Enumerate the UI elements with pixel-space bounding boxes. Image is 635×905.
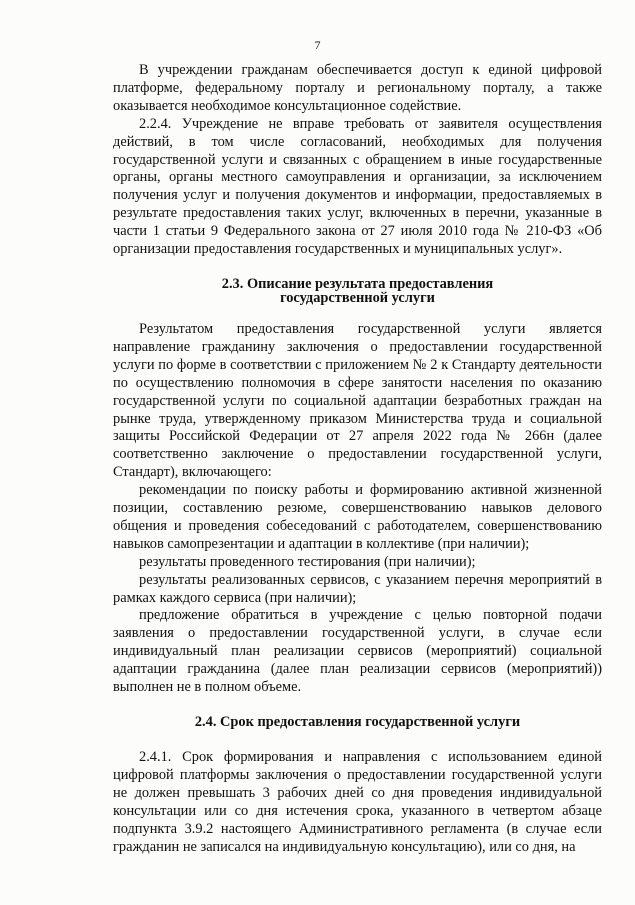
list-item-reapply-proposal: предложение обратиться в учреждение с целью повторной подачи заявления о предоставлении государственной услуги, в случае если индивидуальный план реализации сервисов (мероприятий) социальной адаптации гражданина (далее план реализации сервисов (мероприятий)) выполнен не в полном объеме. [113,607,602,696]
paragraph-2-4-1: 2.4.1. Срок формирования и направления с использованием единой цифровой платформы заключения о предоставлении государственной услуги не должен превышать 3 рабочих дней со дня проведения индивидуальной консультации или со дня истечения срока, указанного в четвертом абзаце подпункта 3.9.2 настоящего Административного регламента (в случае если гражданин не записался на индивидуальную консультацию), или со дня, на [113,749,602,855]
list-item-services-results: результаты реализованных сервисов, с указанием перечня мероприятий в рамках каждого сервиса (при наличии); [113,571,602,606]
list-item-recommendations: рекомендации по поиску работы и формированию активной жизненной позиции, составлению резюме, совершенствованию навыков делового общения и проведения собеседований с работодателем, совершенствованию навыков самопрезентации и адаптации в коллективе (при наличии); [113,482,602,552]
paragraph-2-2-4: 2.2.4. Учреждение не вправе требовать от заявителя осуществления действий, в том числе согласований, необходимых для получения государственной услуги и связанных с обращением в иные государственные органы, органы местного самоуправления и организации, за исключением получения услуг и получения документов и информации, предоставляемых в результате предоставления таких услуг, включенных в перечни, указанные в части 1 статьи 9 Федерального закона от 27 июля 2010 года № 210-ФЗ «Об организации предоставления государственных и муниципальных услуг». [113,115,602,258]
page-number: 7 [314,38,321,52]
paragraph-result-description: Результатом предоставления государственной услуги является направление гражданину заключения о предоставлении государственной услуги по форме в соответствии с приложением № 2 к Стандарту деятельности по осуществлению полномочия в сфере занятости населения по оказанию государственной услуги по социальной адаптации безработных граждан на рынке труда, утвержденному приказом Министерства труда и социальной защиты Российской Федерации от 27 апреля 2022 года № 266н (далее соответственно заключение о предоставлении государственной услуги, Стандарт), включающего: [113,320,602,481]
document-body [113,62,602,856]
section-2-3-heading-line1: 2.3. Описание результата предоставления [221,275,494,292]
section-2-3-heading [113,277,602,305]
section-2-3-heading-line2: государственной услуги [280,289,435,306]
paragraph-platform-access: В учреждении гражданам обеспечивается доступ к единой цифровой платформе, федеральному порталу и региональному порталу, а также оказывается необходимое консультационное содействие. [113,62,602,114]
list-item-testing-results: результаты проведенного тестирования (при наличии); [139,553,476,570]
section-2-4-heading: 2.4. Срок предоставления государственной услуги [194,714,521,730]
